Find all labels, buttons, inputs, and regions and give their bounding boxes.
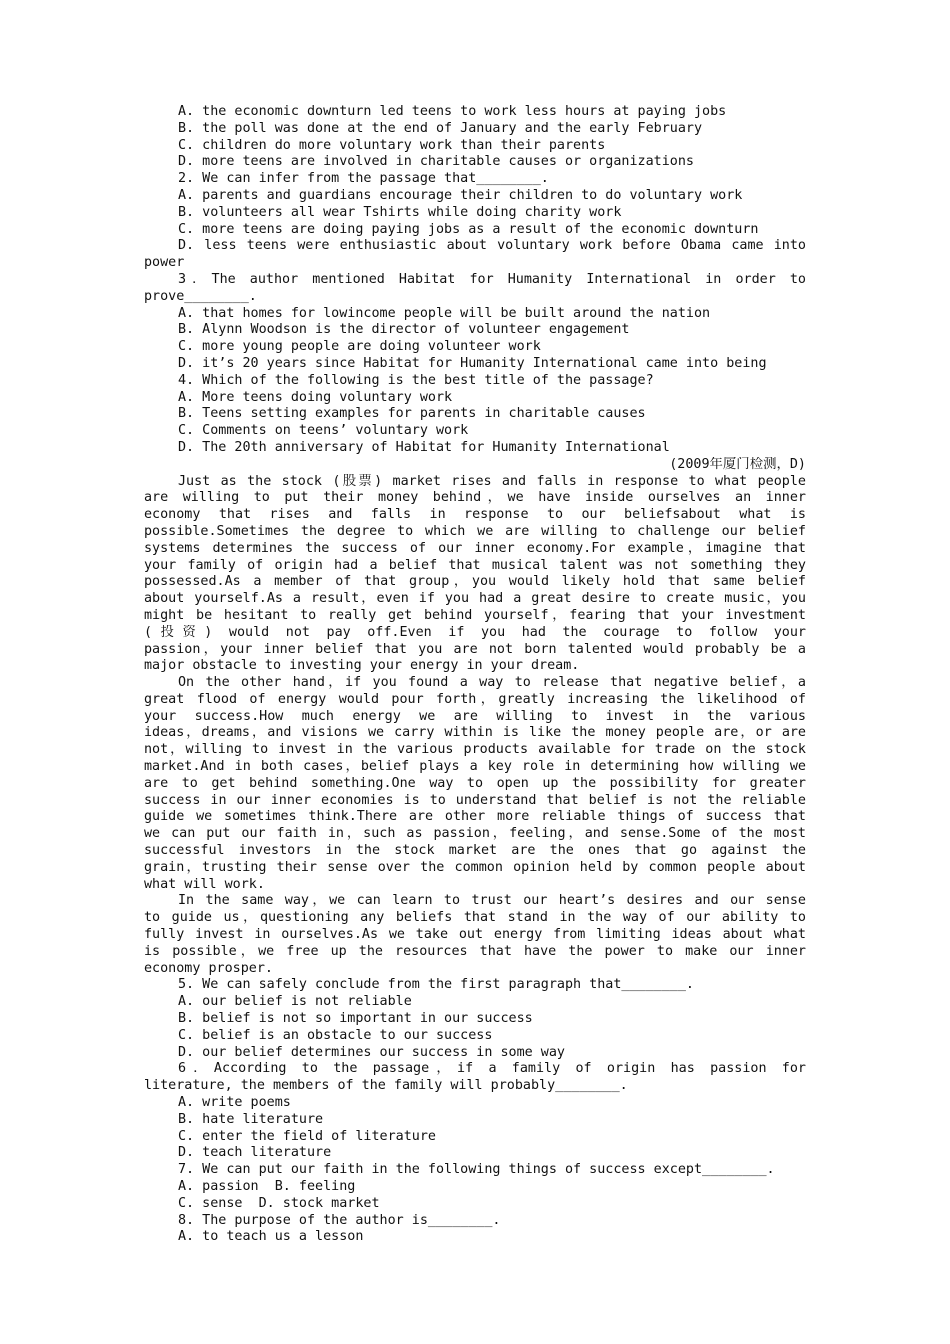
text-line: A. our belief is not reliable: [178, 994, 412, 1010]
text-line: C. Comments on teens’ voluntary work: [178, 423, 469, 439]
text-line: (2009年厦门检测，D): [669, 456, 806, 472]
text-line: A. More teens doing voluntary work: [178, 389, 453, 405]
text-line: D. our belief determines our success in some way: [178, 1044, 565, 1060]
text-line: possessed.As a member of that group，you would likely hold that same belief: [144, 574, 806, 590]
document-page: [144, 104, 806, 1246]
text-line: systems determines the success of our inner economy.For example，imagine that: [144, 540, 806, 556]
text-line: success in our inner economies is to understand that belief is not the reliable: [144, 792, 806, 808]
text-line: B. hate literature: [178, 1111, 324, 1127]
text-line: C. belief is an obstacle to our success: [178, 1027, 493, 1043]
text-line: B. Teens setting examples for parents in charitable causes: [178, 406, 646, 422]
text-line: are to get behind something.One way to open up the possibility for greater: [144, 775, 806, 791]
text-line: power: [144, 255, 185, 271]
text-line: great flood of energy would pour forth，greatly increasing the likelihood of: [144, 691, 806, 707]
text-line: D. it’s 20 years since Habitat for Humanity International came into being: [178, 355, 767, 371]
text-line: D. The 20th anniversary of Habitat for Humanity International: [178, 439, 670, 455]
text-line: major obstacle to investing your energy in your dream.: [144, 658, 580, 674]
text-line: On the other hand，if you found a way to release that negative belief，a: [178, 675, 806, 691]
text-line: B. belief is not so important in our success: [178, 1011, 533, 1027]
text-line: successful investors in the stock market are the ones that go against the: [144, 843, 806, 859]
text-line: C. children do more voluntary work than their parents: [178, 137, 606, 153]
text-line: ideas，dreams，and visions we carry within is like the money people are，or are: [144, 725, 806, 741]
text-line: D. teach literature: [178, 1145, 332, 1161]
text-line: D. less teens were enthusiastic about voluntary work before Obama came into: [178, 238, 806, 254]
text-line: is possible，we free up the resources that have the power to make our inner: [144, 943, 806, 959]
text-line: economy prosper.: [144, 960, 273, 976]
text-line: not，willing to invest in the various products available for trade on the stock: [144, 742, 806, 758]
text-line: A. parents and guardians encourage their children to do voluntary work: [178, 187, 743, 203]
text-line: A. to teach us a lesson: [178, 1229, 364, 1245]
text-line: Just as the stock (股票) market rises and falls in response to what people: [178, 473, 806, 489]
text-line: C. more young people are doing volunteer work: [178, 339, 541, 355]
text-line: 5. We can safely conclude from the first paragraph that________.: [178, 977, 694, 993]
text-line: B. Alynn Woodson is the director of volunteer engagement: [178, 322, 630, 338]
text-line: 7. We can put our faith in the following things of success except________.: [178, 1162, 775, 1178]
text-line: we can put our faith in，such as passion，feeling，and sense.Some of the most: [144, 826, 806, 842]
text-line: D. more teens are involved in charitable causes or organizations: [178, 154, 694, 170]
text-line: economy that rises and falls in response to our beliefsabout what is: [144, 507, 806, 523]
text-line: 2. We can infer from the passage that________.: [178, 171, 549, 187]
text-line: A. passion B. feeling: [178, 1179, 356, 1194]
text-line: 4. Which of the following is the best title of the passage?: [178, 372, 654, 388]
text-line: your family of origin had a belief that musical talent was not something they: [144, 557, 806, 573]
text-line: guide we sometimes think.There are other more reliable things of success that: [144, 809, 806, 825]
text-line: your success.How much energy we are willing to invest in the various: [144, 708, 806, 724]
text-line: literature, the members of the family will probably________.: [144, 1078, 628, 1094]
text-line: A. the economic downturn led teens to work less hours at paying jobs: [178, 104, 727, 119]
text-line: are willing to put their money behind，we have inside ourselves an inner: [144, 490, 806, 506]
text-line: grain，trusting their sense over the common opinion held by common people about: [144, 859, 806, 875]
text-line: (投资) would not pay off.Even if you had the courage to follow your: [144, 624, 806, 640]
text-line: 3．The author mentioned Habitat for Humanity International in order to: [178, 271, 806, 287]
text-line: what will work.: [144, 876, 265, 892]
text-line: In the same way，we can learn to trust our heart’s desires and our sense: [178, 893, 806, 909]
text-line: about yourself.As a result，even if you had a great desire to create music，you: [144, 591, 806, 607]
text-line: market.And in both cases，belief plays a key role in determining how willing we: [144, 759, 806, 775]
text-line: 6．According to the passage，if a family of origin has passion for: [178, 1061, 806, 1077]
text-line: might be hesitant to really get behind yourself，fearing that your investment: [144, 607, 806, 623]
text-line: A. that homes for lowincome people will be built around the nation: [178, 305, 711, 321]
text-line: B. volunteers all wear Tshirts while doing charity work: [178, 204, 622, 220]
text-line: C. sense D. stock market: [178, 1195, 380, 1211]
text-line: fully invest in ourselves.As we take out energy from limiting ideas about what: [144, 927, 806, 943]
text-line: to guide us，questioning any beliefs that stand in the way of our ability to: [144, 910, 806, 926]
text-line: C. enter the field of literature: [178, 1128, 436, 1144]
text-line: passion，your inner belief that you are not born talented would probably be a: [144, 641, 806, 657]
text-line: prove________.: [144, 288, 257, 304]
text-line: possible.Sometimes the degree to which we are willing to challenge our belief: [144, 523, 806, 539]
text-line: 8. The purpose of the author is________.: [178, 1212, 501, 1228]
text-line: B. the poll was done at the end of January and the early February: [178, 120, 703, 136]
text-line: C. more teens are doing paying jobs as a result of the economic downturn: [178, 221, 759, 237]
text-line: A. write poems: [178, 1095, 291, 1111]
